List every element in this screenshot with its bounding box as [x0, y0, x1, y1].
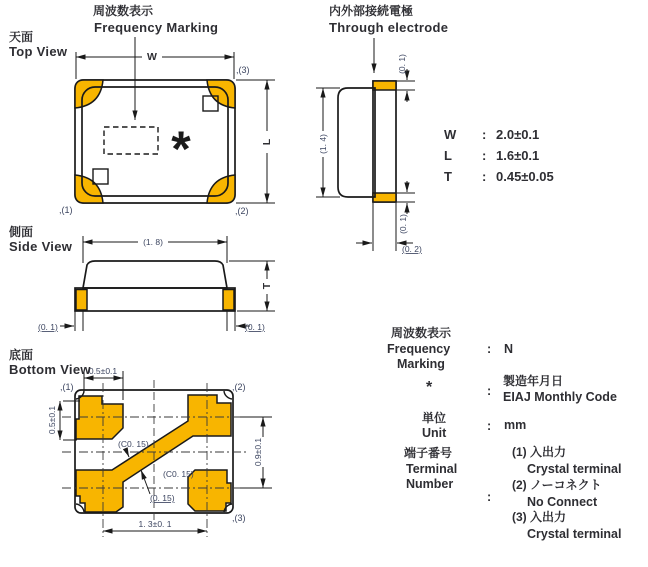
end-view-top-electrode-dimension [397, 54, 415, 102]
end-view-width-dimension [356, 203, 422, 254]
end-view-height-dimension [316, 88, 340, 197]
svg-text:(0. 15): (0. 15) [150, 493, 175, 503]
spec-frequency-separator: : [487, 342, 492, 356]
bottom-view-title-en: Bottom View [9, 362, 91, 377]
package-lid-side [83, 261, 227, 288]
orientation-square-bl [93, 169, 108, 184]
dim-table-row-t [444, 169, 554, 184]
pin-label-1-top: ,(1) [59, 205, 73, 215]
corner-pad-tr [207, 80, 235, 108]
side-view-drawing [38, 236, 275, 332]
dim-table-row-w [444, 127, 539, 142]
dim-value: 2.0±0.1 [496, 127, 540, 142]
spec-asterisk-meaning-jp: 製造年月日 [503, 374, 564, 388]
dim-w-label: W [147, 51, 157, 63]
spec-asterisk-separator: : [487, 384, 492, 398]
end-view-bottom-electrode-dimension [397, 181, 415, 234]
svg-text:(C0. 15): (C0. 15) [118, 439, 149, 449]
spec-frequency-label-en2: Marking [397, 357, 445, 371]
dim-separator: : [482, 148, 487, 163]
through-electrode-title-jp: 内外部接続電極 [329, 4, 414, 18]
side-view-title-jp: 側面 [9, 225, 34, 239]
spec-frequency-label-en1: Frequency [387, 342, 451, 356]
top-view-title-en: Top View [9, 44, 68, 59]
svg-text:(1. 8): (1. 8) [143, 237, 163, 247]
through-electrode-title-en: Through electrode [329, 20, 449, 35]
spec-terminal-label-en2: Number [406, 477, 454, 491]
corner-pad-bl [75, 175, 103, 203]
svg-text:0.5±0.1: 0.5±0.1 [88, 366, 118, 376]
svg-text:0.9±0.1: 0.9±0.1 [253, 437, 263, 467]
spec-unit-value: mm [504, 418, 527, 432]
pin-label-2-bottom: ,(2) [232, 382, 246, 392]
corner-pad-tl [75, 80, 103, 108]
terminal-3-function-en: Crystal terminal [527, 527, 622, 541]
end-view-drawing [316, 38, 422, 254]
dim-separator: : [482, 169, 487, 184]
pin-label-3-bottom: ,(3) [232, 513, 246, 523]
svg-text:0.5±0.1: 0.5±0.1 [47, 405, 57, 435]
monthly-code-asterisk: * [171, 121, 191, 177]
dim-symbol: T [444, 169, 452, 184]
corner-pad-br [207, 175, 235, 203]
through-electrode-top [373, 81, 396, 90]
top-view-title-jp: 天面 [9, 30, 34, 44]
svg-text:(0. 1): (0. 1) [38, 322, 58, 332]
terminal-2-function-jp: (2) ノーコネクト [512, 478, 602, 492]
dim-table-row-l [444, 148, 539, 163]
side-view-t-dimension [229, 261, 275, 311]
svg-text:(0. 1): (0. 1) [398, 214, 408, 234]
pad-terminal-1 [76, 396, 123, 439]
side-view-title-en: Side View [9, 239, 73, 254]
side-view-left-electrode-dimension [38, 311, 83, 332]
dim-value: 0.45±0.05 [496, 169, 554, 184]
top-view-w-dimension [76, 51, 234, 79]
pin-label-1-bottom: ,(1) [60, 382, 74, 392]
svg-text:(0. 2): (0. 2) [402, 244, 422, 254]
spec-unit-separator: : [487, 419, 492, 433]
frequency-marking-area [104, 127, 158, 154]
spec-asterisk-meaning-en: EIAJ Monthly Code [503, 390, 617, 404]
dim-separator: : [482, 127, 487, 142]
bottom-view-title-jp: 底面 [9, 348, 34, 362]
dim-value: 1.6±0.1 [496, 148, 540, 163]
spec-terminal-label-jp: 端子番号 [404, 446, 453, 460]
terminal-2-function-en: No Connect [527, 495, 598, 509]
spec-frequency-value: N [504, 342, 514, 356]
pin-label-2-top: ,(2) [235, 206, 249, 216]
spec-asterisk-symbol: * [426, 379, 433, 396]
spec-frequency-label-jp: 周波数表示 [391, 326, 452, 340]
spec-unit-label-jp: 単位 [422, 411, 447, 425]
through-electrode-bottom [373, 193, 396, 202]
side-view-width-dimension [83, 236, 227, 263]
pad-terminal-3 [188, 470, 231, 511]
bottom-view-right-dimension [240, 417, 272, 488]
spec-terminal-separator: : [487, 490, 492, 504]
frequency-marking-title-en: Frequency Marking [94, 20, 219, 35]
terminal-3-function-jp: (3) 入出力 [512, 510, 567, 524]
spec-unit-label-en: Unit [422, 426, 447, 440]
svg-text:(1. 4): (1. 4) [318, 134, 328, 154]
top-view-drawing [59, 37, 275, 216]
bottom-view-drawing [47, 366, 272, 537]
top-view-l-dimension [236, 80, 275, 203]
package-body-end [338, 88, 375, 197]
svg-text:(0. 1): (0. 1) [397, 54, 407, 74]
dim-symbol: W [444, 127, 457, 142]
side-electrode-right [223, 290, 234, 311]
package-base-side [75, 288, 235, 311]
dim-symbol: L [444, 148, 452, 163]
side-view-right-electrode-dimension [227, 311, 265, 332]
svg-text:(0. 1): (0. 1) [245, 322, 265, 332]
frequency-marking-title-jp: 周波数表示 [93, 4, 154, 18]
spec-terminal-label-en1: Terminal [406, 462, 458, 476]
dim-l-label: L [261, 138, 273, 146]
substrate-edge [373, 81, 396, 202]
svg-text:T: T [261, 282, 273, 290]
svg-text:1. 3±0. 1: 1. 3±0. 1 [138, 519, 172, 529]
bottom-view-bottom-dimension [103, 519, 207, 531]
terminal-1-function-jp: (1) 入出力 [512, 445, 567, 459]
pin-label-3-top: ,(3) [236, 65, 250, 75]
side-electrode-left [76, 290, 87, 311]
terminal-1-function-en: Crystal terminal [527, 462, 622, 476]
svg-text:(C0. 15): (C0. 15) [163, 469, 194, 479]
